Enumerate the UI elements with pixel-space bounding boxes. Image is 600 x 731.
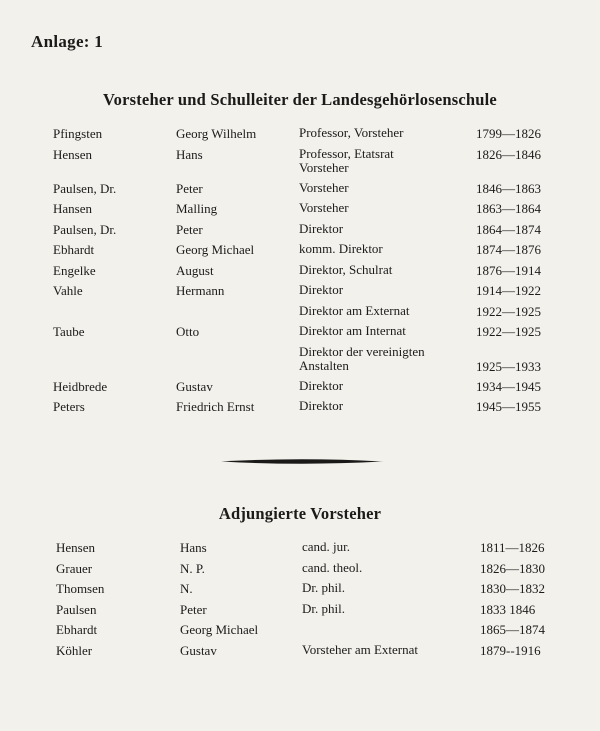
given-name-cell: Georg Wilhelm (176, 126, 257, 141)
table-row (0, 201, 600, 222)
years-cell: 1826—1846 (476, 146, 541, 162)
surname-cell: Vahle (53, 283, 83, 298)
role-line: Direktor (299, 377, 344, 393)
role-cell (299, 263, 392, 277)
table-row (0, 126, 600, 147)
ornamental-divider (221, 458, 383, 465)
years-cell: 1922—1925 (476, 324, 541, 339)
surname-cell: Paulsen, Dr. (53, 180, 117, 196)
given-name-cell: Hans (180, 540, 207, 555)
table-row (0, 379, 600, 400)
given-name-cell: Peter (180, 601, 207, 617)
given-name-cell: N. (180, 581, 193, 596)
surname-cell: Thomsen (56, 581, 105, 596)
years-cell: 1830—1832 (480, 581, 545, 596)
table-row (0, 324, 600, 345)
surname-cell: Hensen (56, 540, 95, 555)
role-line: komm. Direktor (299, 241, 383, 256)
years-cell: 1865—1874 (480, 622, 545, 637)
surname-cell: Ebhardt (53, 242, 95, 257)
table-row (0, 181, 600, 202)
years-cell: 1799—1826 (476, 126, 541, 141)
surname-cell: Heidbrede (53, 378, 108, 394)
role-cell (299, 379, 343, 393)
role-line: Anstalten (299, 357, 349, 373)
surname-cell: Peters (53, 399, 85, 414)
role-line: Direktor am Externat (299, 302, 410, 318)
years-cell: 1945—1955 (476, 399, 541, 414)
table-row (0, 147, 600, 181)
surname-cell: Ebhardt (56, 622, 98, 637)
years-cell: 1876—1914 (476, 262, 541, 278)
role-line: cand. jur. (302, 539, 351, 554)
years-cell: 1879--1916 (480, 642, 541, 658)
surname-cell: Grauer (56, 560, 93, 576)
role-line: Vorsteher (299, 159, 349, 175)
role-line: Professor, Vorsteher (299, 125, 404, 140)
section-title-directors: Vorsteher und Schulleiter der Landesgehörlosenschule (103, 90, 497, 109)
role-cell (299, 345, 425, 373)
annex-label: Anlage: 1 (31, 32, 104, 51)
table-row (0, 602, 600, 623)
years-cell: 1833 1846 (480, 601, 536, 617)
role-cell (299, 201, 349, 215)
role-line: Vorsteher am Externat (302, 641, 418, 657)
role-line: cand. theol. (302, 559, 363, 575)
years-cell: 1846—1863 (476, 180, 541, 196)
table-row (0, 622, 600, 643)
role-cell (299, 283, 343, 297)
table-row (0, 263, 600, 284)
given-name-cell: Georg Michael (176, 242, 255, 257)
surname-cell: Taube (53, 324, 85, 339)
table-row (0, 643, 600, 664)
years-cell: 1914—1922 (476, 283, 541, 298)
role-line: Vorsteher (299, 179, 349, 195)
given-name-cell: Hermann (176, 283, 225, 298)
surname-cell: Köhler (56, 642, 93, 658)
given-name-cell: Otto (176, 324, 200, 339)
given-name-cell: N. P. (180, 560, 205, 576)
table-row (0, 540, 600, 561)
role-cell (302, 540, 350, 554)
table-row (0, 399, 600, 420)
given-name-cell: Gustav (176, 378, 213, 394)
table-row (0, 222, 600, 243)
table-row (0, 242, 600, 263)
table-row (0, 304, 600, 325)
given-name-cell: Georg Michael (180, 622, 259, 637)
role-cell (299, 222, 343, 236)
role-cell (302, 561, 362, 575)
given-name-cell: Friedrich Ernst (176, 399, 255, 414)
given-name-cell: Malling (176, 201, 218, 216)
role-cell (299, 147, 394, 175)
section-title-adjunct: Adjungierte Vorsteher (218, 504, 382, 523)
table-row (0, 561, 600, 582)
given-name-cell: August (176, 262, 214, 278)
role-line: Direktor am Internat (299, 323, 406, 338)
table-row (0, 345, 600, 379)
surname-cell: Engelke (53, 262, 96, 278)
role-cell (299, 304, 409, 318)
years-cell: 1826—1830 (480, 560, 545, 576)
given-name-cell: Peter (176, 180, 203, 196)
role-line: Direktor (299, 220, 344, 236)
role-line: Vorsteher (299, 200, 349, 215)
surname-cell: Pfingsten (53, 126, 103, 141)
role-cell (299, 399, 343, 413)
years-cell: 1922—1925 (476, 303, 541, 319)
directors-table (0, 126, 600, 420)
role-line: Dr. phil. (302, 580, 345, 595)
role-cell (299, 324, 406, 338)
given-name-cell: Gustav (180, 642, 217, 658)
role-line: Direktor (299, 282, 344, 297)
role-line: Direktor der vereinigten (299, 343, 425, 359)
role-cell (299, 242, 383, 256)
given-name-cell: Hans (176, 146, 203, 162)
role-line: Dr. phil. (302, 600, 345, 616)
years-cell: 1925—1933 (476, 358, 541, 374)
years-cell: 1811—1826 (480, 540, 545, 555)
years-cell: 1874—1876 (476, 242, 541, 257)
surname-cell: Paulsen, Dr. (53, 221, 117, 237)
surname-cell: Hensen (53, 146, 92, 162)
role-cell (299, 181, 349, 195)
role-cell (302, 581, 345, 595)
given-name-cell: Peter (176, 221, 203, 237)
role-line: Professor, Etatsrat (299, 145, 394, 161)
surname-cell: Paulsen (56, 601, 97, 617)
adjunct-table (0, 540, 600, 663)
years-cell: 1934—1945 (476, 378, 541, 394)
table-row (0, 581, 600, 602)
role-cell (302, 602, 345, 616)
role-cell (299, 126, 403, 140)
role-line: Direktor, Schulrat (299, 261, 393, 277)
years-cell: 1864—1874 (476, 221, 541, 237)
surname-cell: Hansen (53, 201, 92, 216)
role-line: Direktor (299, 398, 344, 413)
years-cell: 1863—1864 (476, 201, 541, 216)
table-row (0, 283, 600, 304)
role-cell (302, 643, 418, 657)
